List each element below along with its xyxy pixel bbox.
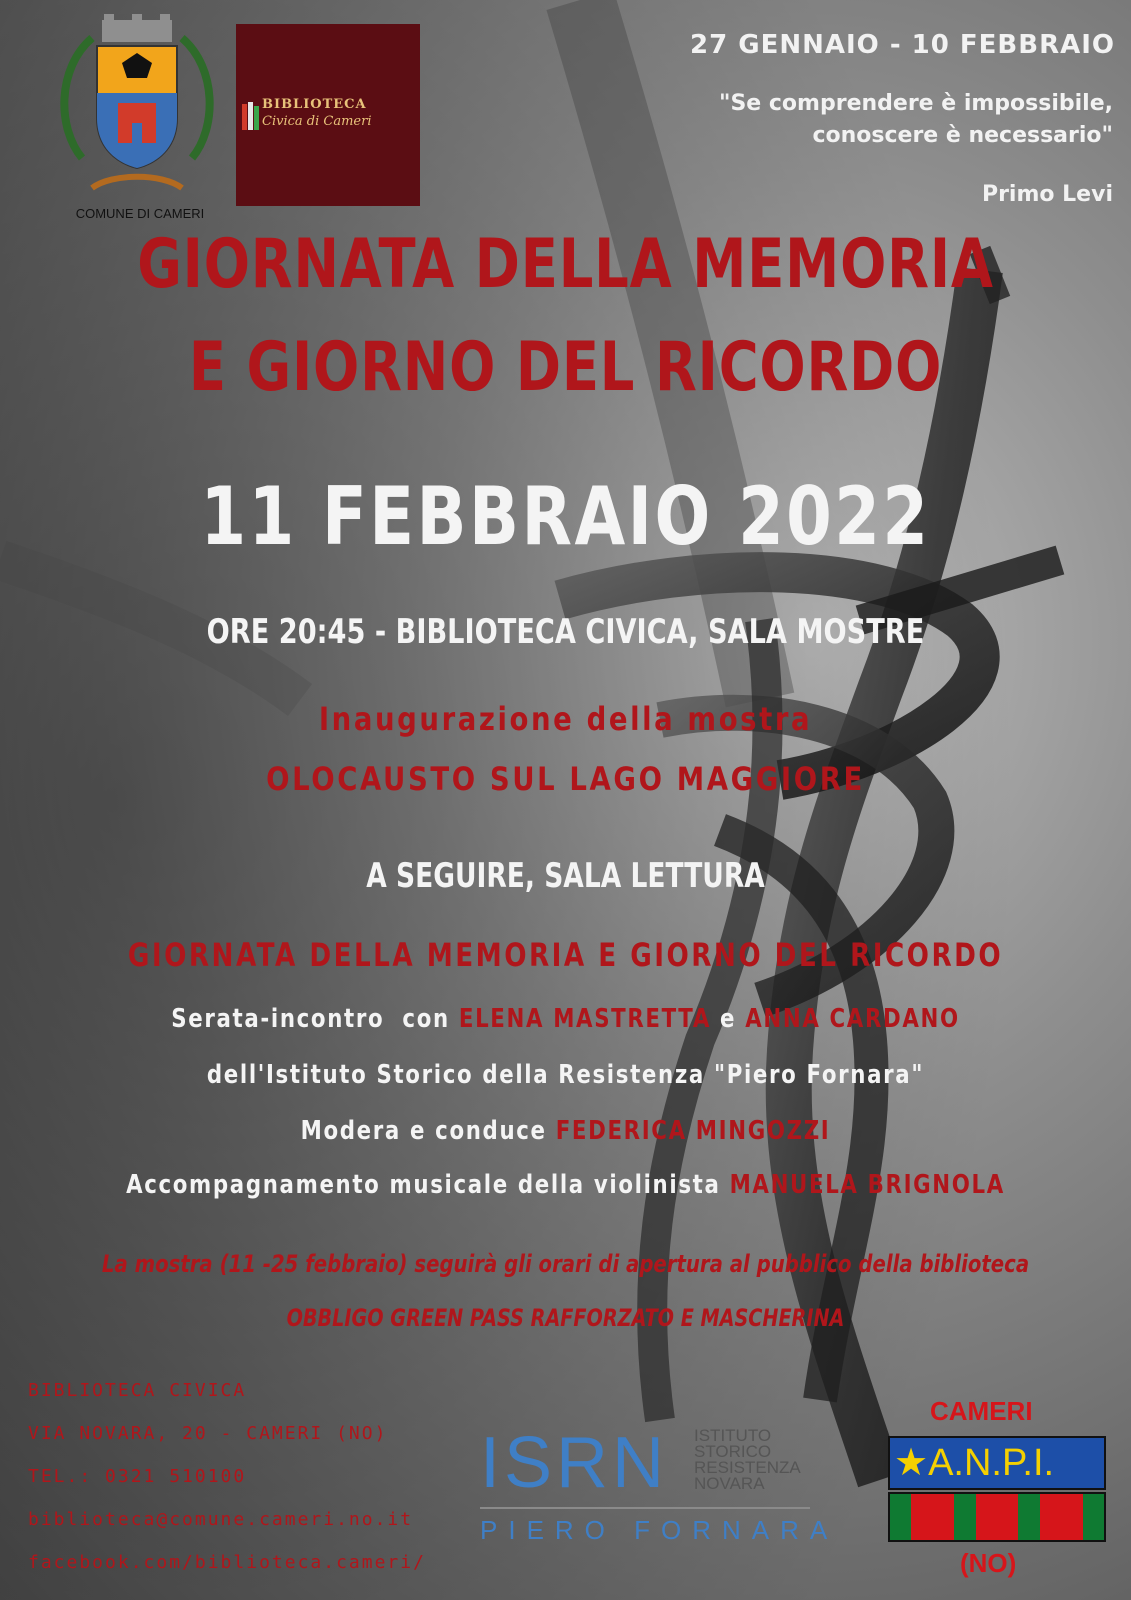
quote-line: "Se comprendere è impossibile, [719, 91, 1113, 116]
speaker-name: ELENA MASTRETTA [458, 1004, 711, 1034]
moderator-name: FEDERICA MINGOZZI [555, 1116, 831, 1146]
date-range: 27 GENNAIO - 10 FEBBRAIO [690, 30, 1115, 60]
contact-phone: TEL.: 0321 510100 [28, 1466, 247, 1487]
anpi-logo-text: ★A.N.P.I. [894, 1442, 1055, 1484]
isrn-divider [480, 1507, 810, 1509]
contact-facebook[interactable]: facebook.com/biblioteca.cameri/ [28, 1552, 426, 1573]
isrn-line: RESISTENZA [694, 1458, 801, 1478]
covid-note: OBBLIGO GREEN PASS RAFFORZATO E MASCHERINA [286, 1304, 845, 1332]
biblioteca-subtitle: Civica di Cameri [262, 114, 372, 129]
speaker-name: ANNA CARDANO [745, 1004, 960, 1034]
anpi-bottom-label: (NO) [960, 1548, 1017, 1578]
page-title-line-1: GIORNATA DELLA MEMORIA [137, 225, 994, 304]
event-time-place: ORE 20:45 - BIBLIOTECA CIVICA, SALA MOSTRE [206, 612, 925, 652]
contact-name: BIBLIOTECA CIVICA [28, 1380, 247, 1401]
inauguration-line: Inaugurazione della mostra [318, 700, 813, 738]
comune-crest-logo [52, 8, 222, 223]
isrn-logo-acronym: ISRN [480, 1423, 669, 1503]
speakers-prefix: Serata-incontro con [171, 1004, 459, 1034]
books-icon [242, 102, 262, 132]
quote-line: conoscere è necessario" [812, 122, 1113, 148]
biblioteca-title: BIBLIOTECA [262, 97, 367, 112]
event-date: 11 FEBBRAIO 2022 [200, 470, 931, 563]
evening-title: GIORNATA DELLA MEMORIA E GIORNO DEL RICORDO [127, 936, 1004, 974]
isrn-logo-name [694, 1428, 801, 1493]
speakers-line [102, 1004, 1029, 1034]
moderator-prefix: Modera e conduce [300, 1116, 556, 1146]
isrn-line: STORICO [694, 1442, 772, 1462]
contact-address: VIA NOVARA, 20 - CAMERI (NO) [28, 1423, 388, 1444]
moderator-line [102, 1116, 1029, 1146]
anpi-top-label: CAMERI [930, 1396, 1033, 1426]
quote [663, 88, 1113, 152]
contact-email[interactable]: biblioteca@comune.cameri.no.it [28, 1509, 414, 1530]
violinist-name: MANUELA BRIGNOLA [729, 1170, 1005, 1200]
comune-label: COMUNE DI CAMERI [75, 206, 205, 221]
then-label: A SEGUIRE, SALA LETTURA [366, 856, 765, 896]
speakers-conj: e [710, 1004, 746, 1034]
exhibition-title: OLOCAUSTO SUL LAGO MAGGIORE [266, 760, 865, 798]
quote-author: Primo Levi [981, 182, 1113, 207]
music-line [102, 1170, 1029, 1200]
institute-line: dell'Istituto Storico della Resistenza "Piero Fornara" [206, 1060, 925, 1090]
page-title-line-2: E GIORNO DEL RICORDO [188, 328, 943, 407]
exhibition-note: La mostra (11 -25 febbraio) seguirà gli orari di apertura al pubblico della biblioteca [101, 1250, 1030, 1278]
anpi-logo [888, 1436, 1106, 1542]
isrn-logo-subtitle: PIERO FORNARA [480, 1515, 839, 1545]
isrn-line: NOVARA [694, 1474, 765, 1494]
music-prefix: Accompagnamento musicale della violinista [126, 1170, 730, 1200]
isrn-line: ISTITUTO [694, 1426, 772, 1445]
